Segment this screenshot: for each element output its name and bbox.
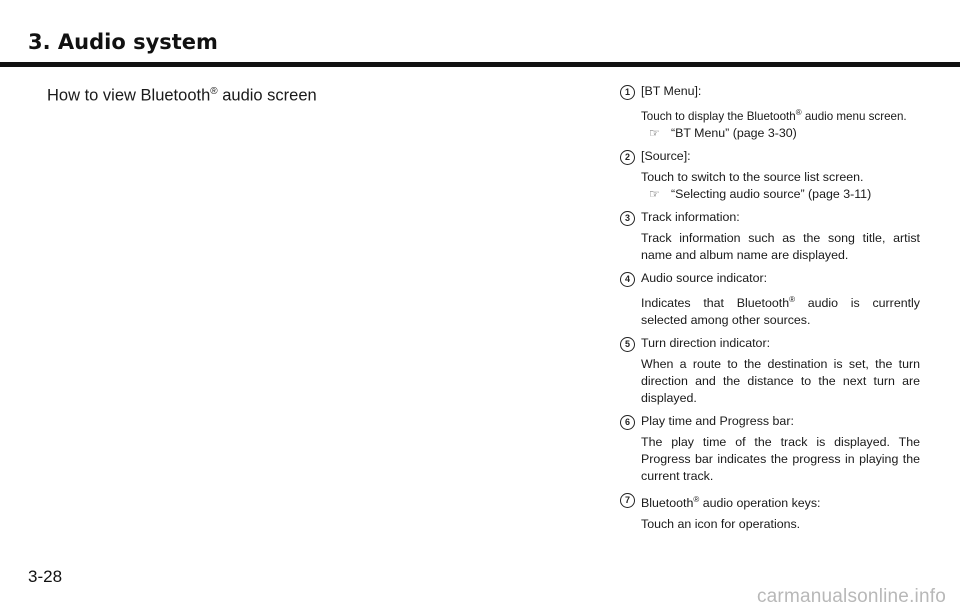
callout-item-play-time-progress-bar [620, 413, 920, 485]
callout-item-operation-keys [620, 491, 920, 533]
callout-label: [Source]: [641, 148, 691, 163]
callout-label: Turn direction indicator: [641, 335, 771, 350]
pointing-hand-icon: ☞ [649, 125, 660, 140]
callout-number-badge: 4 [620, 272, 635, 287]
callout-number-badge: 6 [620, 415, 635, 430]
callout-description: The play time of the track is displayed. The Progress bar indicates the progress in playing the current track. [641, 434, 920, 483]
callout-label: Bluetooth® audio operation keys: [641, 494, 821, 511]
page-number: 3-28 [28, 567, 63, 586]
callout-item-bt-menu [620, 83, 920, 142]
callout-item-track-information [620, 209, 920, 264]
callout-item-source [620, 148, 920, 203]
pointing-hand-icon: ☞ [649, 186, 660, 201]
callout-item-audio-source-indicator [620, 270, 920, 329]
callout-description: Indicates that Bluetooth® audio is currently selected among other sources. [641, 294, 920, 327]
callout-label: [BT Menu]: [641, 84, 702, 98]
callout-number-badge: 2 [620, 150, 635, 165]
callout-description: Track information such as the song title, artist name and album name are displayed. [641, 230, 920, 262]
callout-description: When a route to the destination is set, the turn direction and the distance to the next turn are displayed. [641, 356, 920, 405]
callout-number-badge: 1 [620, 85, 635, 100]
callout-description: Touch an icon for operations. [641, 517, 801, 532]
cross-reference: ☞ “BT Menu” (page 3-30) [649, 125, 797, 140]
callout-number-badge: 5 [620, 337, 635, 352]
chapter-title: 3. Audio system [28, 30, 218, 54]
callout-item-turn-direction-indicator [620, 335, 920, 407]
cross-reference: ☞ “Selecting audio source” (page 3-11) [649, 186, 872, 201]
callout-number-badge: 3 [620, 211, 635, 226]
callout-label: Audio source indicator: [641, 270, 768, 285]
callout-description: Touch to display the Bluetooth® audio menu screen. [641, 108, 907, 123]
header-rule [0, 62, 960, 67]
callout-list [620, 83, 920, 539]
section-heading: How to view Bluetooth® audio screen [47, 86, 317, 105]
watermark: carmanualsonline.info [756, 586, 946, 607]
callout-number-badge: 7 [620, 493, 635, 508]
callout-label: Track information: [641, 209, 740, 224]
callout-description: Touch to switch to the source list screen. [641, 169, 864, 184]
callout-label: Play time and Progress bar: [641, 413, 794, 428]
